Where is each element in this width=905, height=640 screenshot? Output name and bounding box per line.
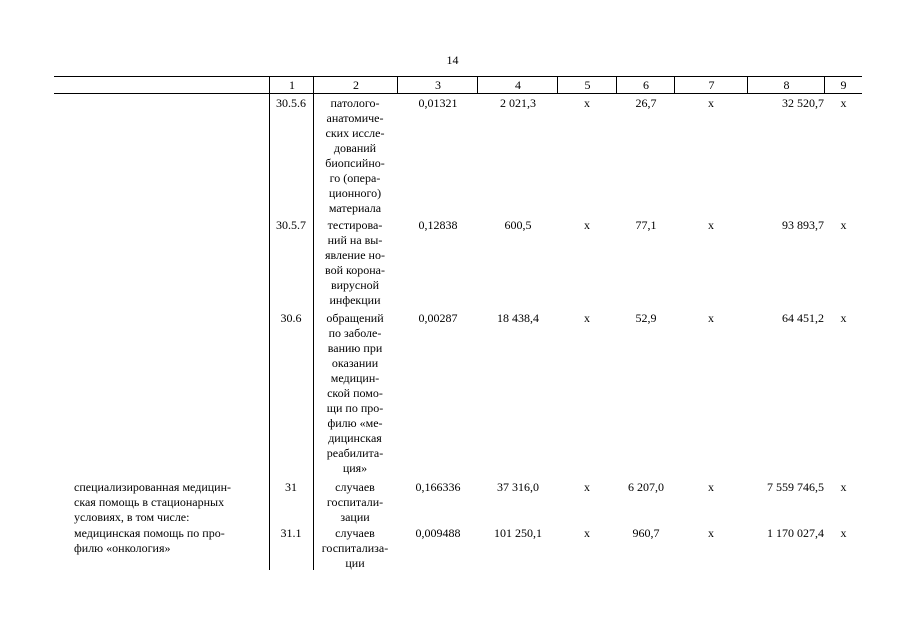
row-col-8: 7 559 746,5 <box>767 480 824 494</box>
row-col-5: х <box>584 218 590 232</box>
row-col-8: 32 520,7 <box>782 96 824 110</box>
row-col-3: 0,166336 <box>415 480 461 494</box>
header-cell-5: 5 <box>557 77 617 93</box>
header-cell-6: 6 <box>616 77 675 93</box>
row-col-5: х <box>584 96 590 110</box>
row-name: специализированная медицин- ская помощь в стационарных условиях, в том числе: <box>74 480 231 524</box>
row-col-9: х <box>840 526 847 540</box>
row-col-6: 77,1 <box>635 218 657 232</box>
row-col-5: х <box>584 526 590 540</box>
row-code: 30.5.6 <box>276 96 306 110</box>
header-cell-2: 2 <box>313 77 398 93</box>
row-col-3: 0,12838 <box>418 218 458 232</box>
row-col-8: 1 170 027,4 <box>767 526 824 540</box>
row-col-7: х <box>708 480 714 494</box>
row-col-7: х <box>708 96 714 110</box>
row-col-5: х <box>584 480 590 494</box>
row-col-9: х <box>840 96 847 110</box>
row-code: 31 <box>285 480 297 494</box>
header-cell-3: 3 <box>397 77 478 93</box>
row-col-8: 93 893,7 <box>782 218 824 232</box>
header-cell-9: 9 <box>824 77 862 93</box>
row-col-4: 2 021,3 <box>500 96 536 110</box>
row-col-7: х <box>708 311 714 325</box>
row-name: медицинская помощь по про- филю «онкология» <box>74 526 225 555</box>
row-unit: случаев госпитализа- ции <box>321 526 389 570</box>
table-header <box>54 76 862 94</box>
row-col-5: х <box>584 311 590 325</box>
row-col-4: 101 250,1 <box>494 526 542 540</box>
row-col-9: х <box>840 218 847 232</box>
row-col-4: 18 438,4 <box>497 311 539 325</box>
row-unit: обращений по заболе- ванию при оказании медицин- ской помо- щи по про- филю «ме- дицинская реабилита- ция» <box>326 311 384 475</box>
row-col-3: 0,01321 <box>418 96 458 110</box>
row-col-6: 52,9 <box>635 311 657 325</box>
header-cell-1: 1 <box>269 77 314 93</box>
row-col-6: 26,7 <box>635 96 657 110</box>
row-col-9: х <box>840 480 847 494</box>
row-col-9: х <box>840 311 847 325</box>
row-col-7: х <box>708 218 714 232</box>
header-cell-4: 4 <box>477 77 558 93</box>
row-col-6: 960,7 <box>632 526 660 540</box>
row-col-3: 0,009488 <box>415 526 461 540</box>
header-cell-7: 7 <box>674 77 748 93</box>
row-col-3: 0,00287 <box>418 311 458 325</box>
row-code: 30.5.7 <box>276 218 306 232</box>
row-unit: случаев госпитали- зации <box>326 480 384 524</box>
row-code: 31.1 <box>280 526 302 540</box>
column-divider <box>269 93 270 570</box>
row-col-8: 64 451,2 <box>782 311 824 325</box>
page-number: 14 <box>446 53 459 67</box>
row-col-7: х <box>708 526 714 540</box>
row-col-4: 37 316,0 <box>497 480 539 494</box>
header-cell-8: 8 <box>747 77 825 93</box>
row-unit: тестирова- ний на вы- явление но- вой корона- вирусной инфекции <box>325 218 385 307</box>
row-code: 30.6 <box>280 311 302 325</box>
row-col-4: 600,5 <box>504 218 532 232</box>
row-col-6: 6 207,0 <box>628 480 664 494</box>
row-unit: патолого- анатомиче- ских иссле- дований биопсийно- го (опера- ционного) материала <box>325 96 385 215</box>
